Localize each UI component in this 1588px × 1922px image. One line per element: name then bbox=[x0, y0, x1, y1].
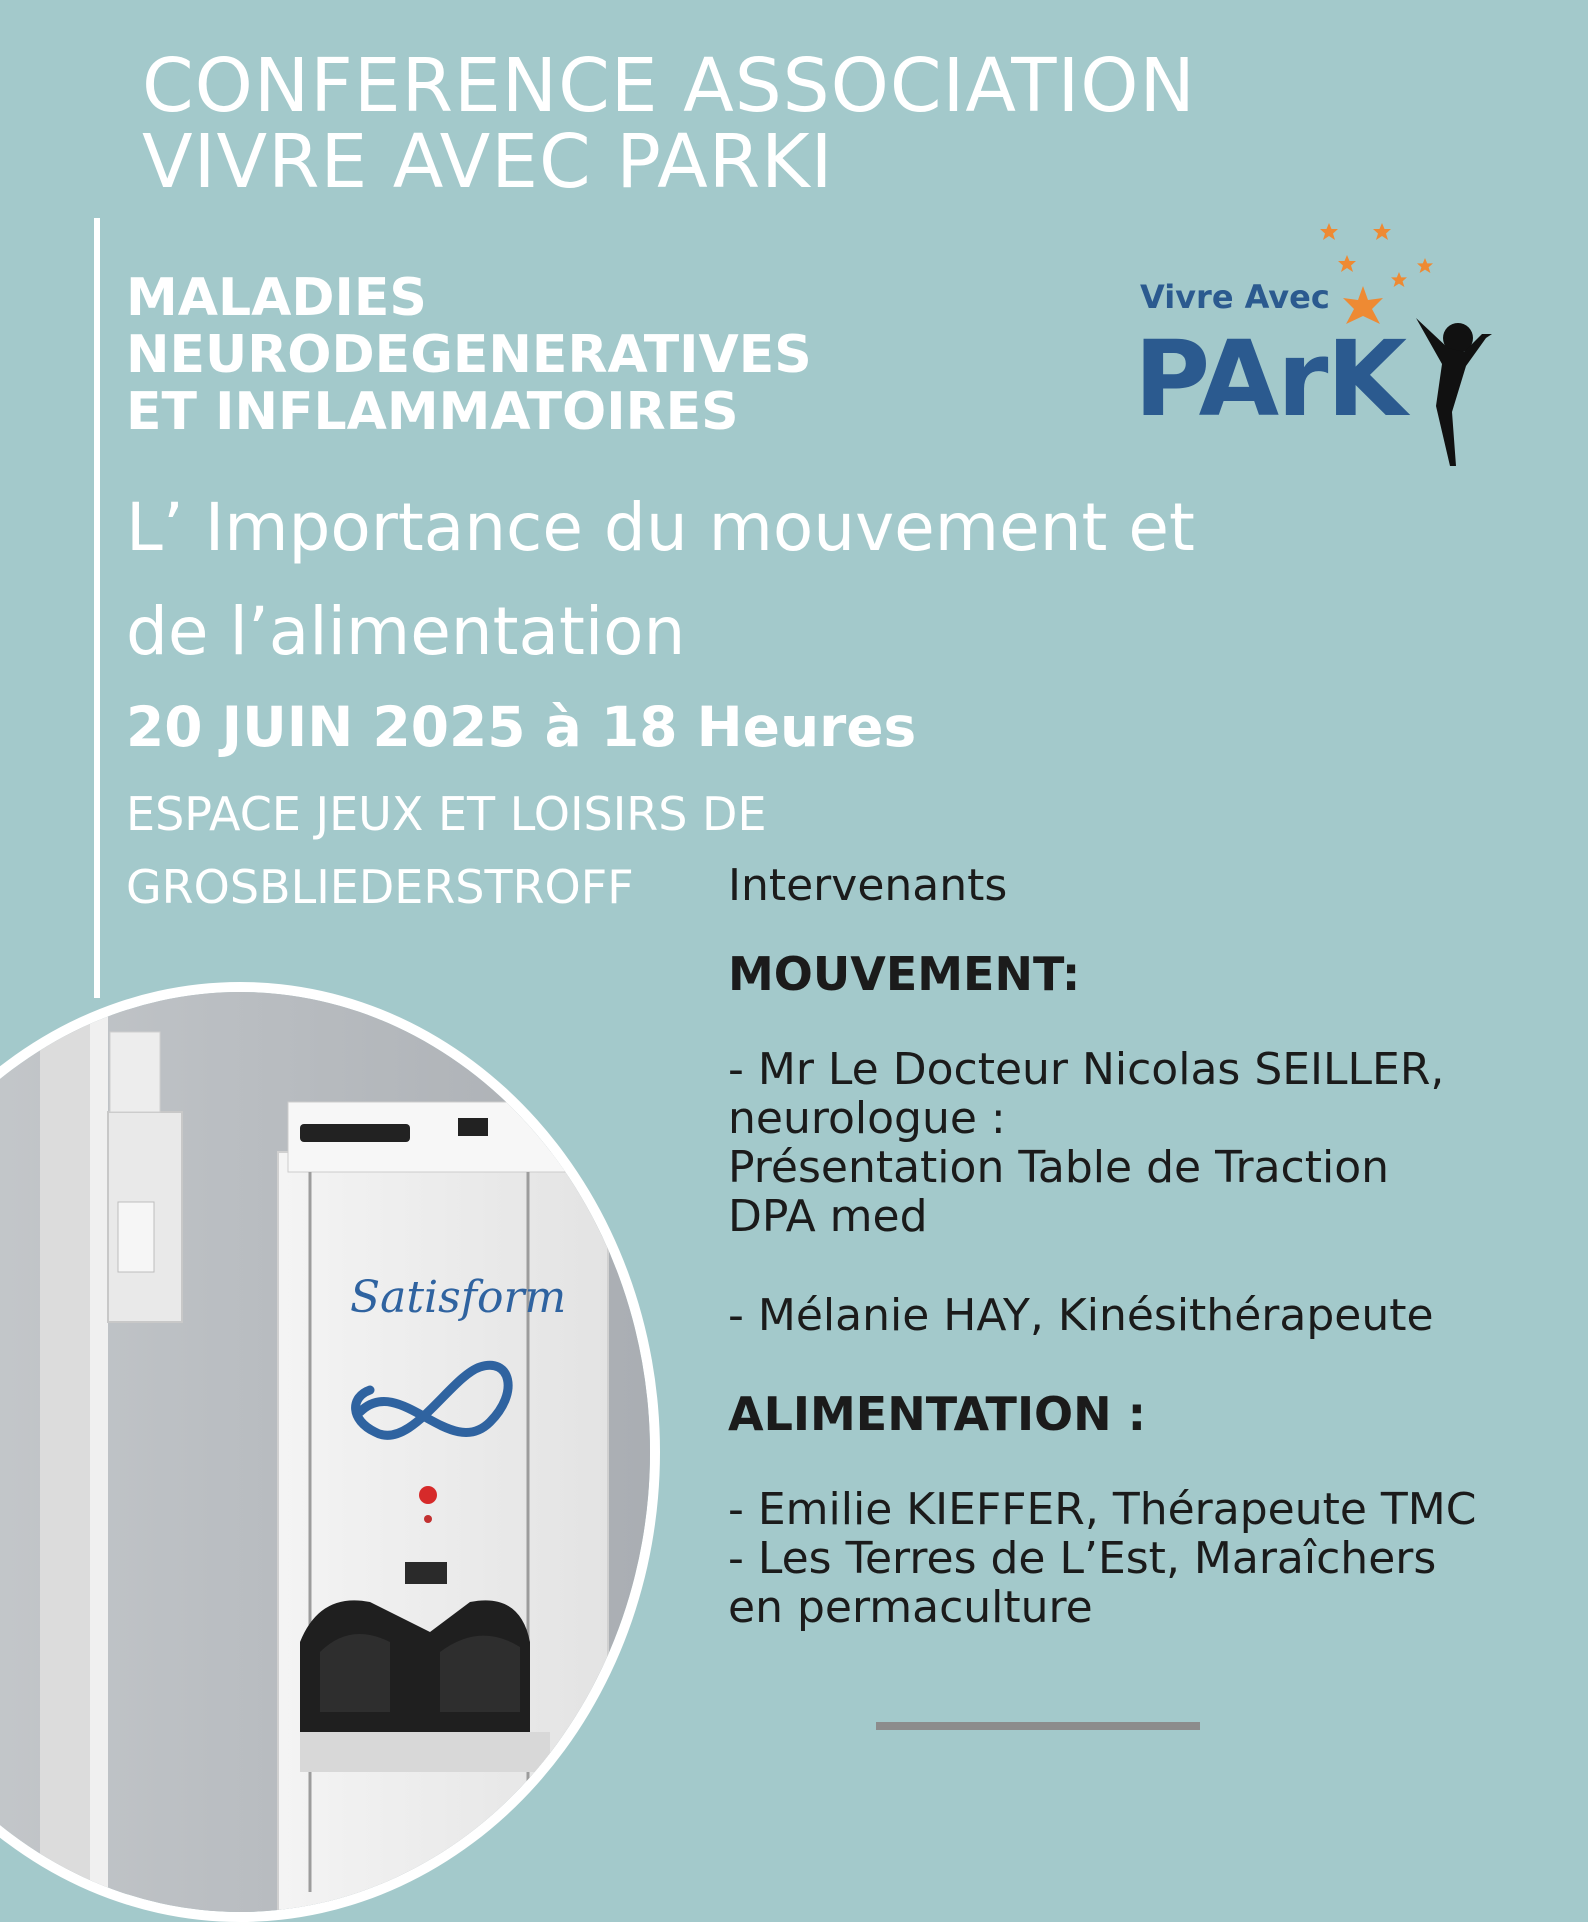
venue-line1: ESPACE JEUX ET LOISIRS DE bbox=[126, 787, 767, 841]
speaker-seiller-line4: DPA med bbox=[728, 1191, 928, 1242]
speaker-seiller-line3: Présentation Table de Traction bbox=[728, 1142, 1390, 1193]
logo-tagline: Vivre Avec bbox=[1140, 278, 1330, 316]
conference-title-line1: CONFERENCE ASSOCIATION bbox=[142, 43, 1196, 129]
disease-title-line1: MALADIES bbox=[126, 268, 427, 328]
speaker-terres-de-lest bbox=[728, 1534, 1558, 1632]
food-heading: ALIMENTATION : bbox=[728, 1387, 1147, 1441]
event-date: 20 JUIN 2025 à 18 Heures bbox=[126, 695, 917, 759]
conference-subtitle: L’ Importance du mouvement et de l’alimentation bbox=[126, 489, 1195, 670]
vivre-avec-parki-logo bbox=[1120, 216, 1500, 466]
speaker-kieffer: - Emilie KIEFFER, Thérapeute TMC bbox=[728, 1484, 1477, 1535]
speakers-list bbox=[728, 860, 1558, 1632]
speaker-seiller-line2: neurologue : bbox=[728, 1093, 1006, 1144]
speaker-seiller-line1: - Mr Le Docteur Nicolas SEILLER, bbox=[728, 1044, 1445, 1095]
disease-title bbox=[126, 270, 812, 441]
logo-wordmark: PArK bbox=[1134, 318, 1406, 440]
speaker-terres-line2: en permaculture bbox=[728, 1582, 1093, 1633]
speakers-intro: Intervenants bbox=[728, 860, 1008, 911]
speaker-terres-line1: - Les Terres de L’Est, Maraîchers bbox=[728, 1533, 1437, 1584]
event-venue bbox=[126, 778, 767, 924]
movement-heading: MOUVEMENT: bbox=[728, 947, 1081, 1001]
person-jumping-icon bbox=[1416, 318, 1492, 466]
venue-line2: GROSBLIEDERSTROFF bbox=[126, 860, 634, 914]
speaker-seiller bbox=[728, 1045, 1558, 1241]
disease-title-line2: NEURODEGENERATIVES bbox=[126, 325, 812, 385]
satisform-brand: Satisform bbox=[350, 1272, 567, 1323]
bottom-gray-bar bbox=[876, 1722, 1200, 1730]
conference-title bbox=[142, 43, 1196, 205]
traction-table-photo bbox=[0, 982, 660, 1922]
vertical-divider bbox=[94, 218, 100, 998]
speaker-hay: - Mélanie HAY, Kinésithérapeute bbox=[728, 1290, 1434, 1341]
photo-scene bbox=[0, 992, 660, 1922]
disease-title-line3: ET INFLAMMATOIRES bbox=[126, 382, 739, 442]
conference-title-line2: VIVRE AVEC PARKI bbox=[142, 119, 834, 205]
